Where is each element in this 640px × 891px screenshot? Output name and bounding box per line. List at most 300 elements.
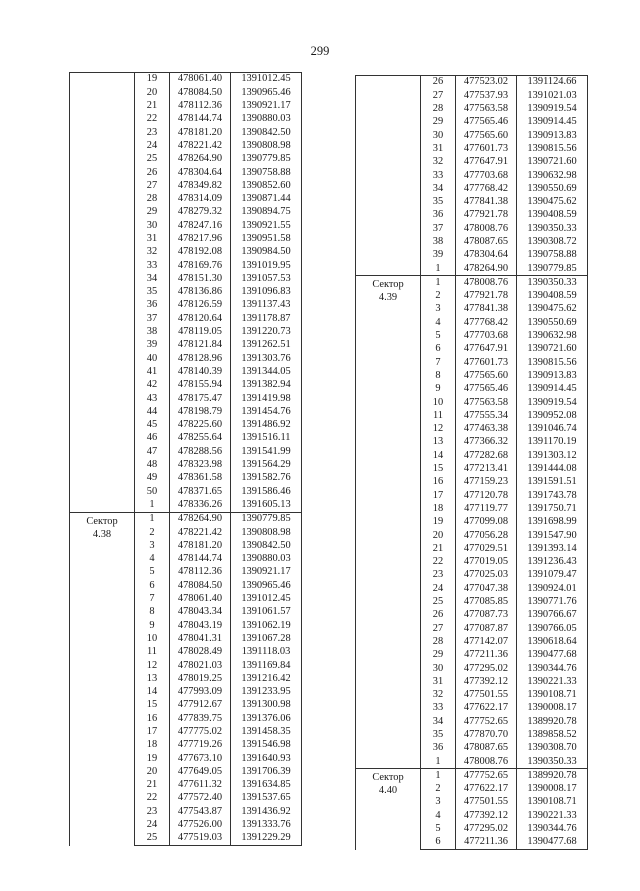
x-coordinate: 477565.46 xyxy=(456,383,517,396)
y-coordinate: 1390350.33 xyxy=(517,755,588,769)
point-number: 28 xyxy=(135,193,170,206)
y-coordinate: 1390880.03 xyxy=(231,113,302,126)
y-coordinate: 1391096.83 xyxy=(231,286,302,299)
point-number: 23 xyxy=(421,569,456,582)
x-coordinate: 478043.19 xyxy=(170,619,231,632)
y-coordinate: 1391458.35 xyxy=(231,726,302,739)
point-number: 36 xyxy=(421,742,456,755)
point-number: 8 xyxy=(421,370,456,383)
point-number: 34 xyxy=(421,182,456,195)
point-number: 35 xyxy=(421,729,456,742)
y-coordinate: 1390408.59 xyxy=(517,209,588,222)
point-number: 20 xyxy=(135,765,170,778)
x-coordinate: 478144.74 xyxy=(170,113,231,126)
y-coordinate: 1391750.71 xyxy=(517,503,588,516)
y-coordinate: 1390914.45 xyxy=(517,383,588,396)
y-coordinate: 1391019.95 xyxy=(231,259,302,272)
y-coordinate: 1391061.57 xyxy=(231,606,302,619)
x-coordinate: 477622.17 xyxy=(456,783,517,796)
y-coordinate: 1391454.76 xyxy=(231,405,302,418)
x-coordinate: 478349.82 xyxy=(170,179,231,192)
point-number: 34 xyxy=(421,715,456,728)
x-coordinate: 477019.05 xyxy=(456,556,517,569)
y-coordinate: 1390632.98 xyxy=(517,330,588,343)
y-coordinate: 1391303.76 xyxy=(231,352,302,365)
y-coordinate: 1391605.13 xyxy=(231,499,302,513)
x-coordinate: 478323.98 xyxy=(170,459,231,472)
point-number: 22 xyxy=(421,556,456,569)
point-number: 9 xyxy=(421,383,456,396)
x-coordinate: 477839.75 xyxy=(170,712,231,725)
point-number: 13 xyxy=(421,436,456,449)
y-coordinate: 1391586.46 xyxy=(231,485,302,498)
y-coordinate: 1390475.62 xyxy=(517,196,588,209)
y-coordinate: 1391698.99 xyxy=(517,516,588,529)
point-number: 33 xyxy=(421,169,456,182)
y-coordinate: 1390880.03 xyxy=(231,553,302,566)
sector-number: 4.38 xyxy=(92,528,112,540)
x-coordinate: 477142.07 xyxy=(456,635,517,648)
x-coordinate: 478169.76 xyxy=(170,259,231,272)
y-coordinate: 1391344.05 xyxy=(231,366,302,379)
y-coordinate: 1391021.03 xyxy=(517,89,588,102)
y-coordinate: 1390308.72 xyxy=(517,236,588,249)
y-coordinate: 1390771.76 xyxy=(517,596,588,609)
x-coordinate: 477563.58 xyxy=(456,103,517,116)
point-number: 22 xyxy=(135,113,170,126)
y-coordinate: 1391124.66 xyxy=(517,76,588,90)
point-number: 30 xyxy=(135,219,170,232)
point-number: 27 xyxy=(135,179,170,192)
x-coordinate: 477647.91 xyxy=(456,156,517,169)
x-coordinate: 478288.56 xyxy=(170,445,231,458)
x-coordinate: 478264.90 xyxy=(170,512,231,526)
point-number: 18 xyxy=(421,503,456,516)
point-number: 18 xyxy=(135,739,170,752)
point-number: 37 xyxy=(135,312,170,325)
x-coordinate: 478221.42 xyxy=(170,526,231,539)
x-coordinate: 477752.65 xyxy=(456,769,517,783)
y-coordinate: 1390924.01 xyxy=(517,582,588,595)
y-coordinate: 1391118.03 xyxy=(231,646,302,659)
sector-cell xyxy=(356,76,421,276)
y-coordinate: 1391216.42 xyxy=(231,672,302,685)
x-coordinate: 478119.05 xyxy=(170,326,231,339)
point-number: 1 xyxy=(421,262,456,276)
point-number: 31 xyxy=(135,233,170,246)
point-number: 6 xyxy=(421,836,456,850)
x-coordinate: 478084.50 xyxy=(170,86,231,99)
sector-number: 4.39 xyxy=(378,292,398,304)
x-coordinate: 477213.41 xyxy=(456,463,517,476)
y-coordinate: 1391634.85 xyxy=(231,779,302,792)
point-number: 42 xyxy=(135,379,170,392)
x-coordinate: 477703.68 xyxy=(456,169,517,182)
x-coordinate: 478279.32 xyxy=(170,206,231,219)
coordinates-table-left xyxy=(69,72,302,846)
y-coordinate: 1391537.65 xyxy=(231,792,302,805)
point-number: 39 xyxy=(421,249,456,262)
point-number: 27 xyxy=(421,89,456,102)
y-coordinate: 1390921.17 xyxy=(231,566,302,579)
y-coordinate: 1391582.76 xyxy=(231,472,302,485)
point-number: 46 xyxy=(135,432,170,445)
x-coordinate: 477099.08 xyxy=(456,516,517,529)
x-coordinate: 477921.78 xyxy=(456,290,517,303)
y-coordinate: 1390919.54 xyxy=(517,103,588,116)
y-coordinate: 1391169.84 xyxy=(231,659,302,672)
y-coordinate: 1391303.12 xyxy=(517,449,588,462)
point-number: 15 xyxy=(135,699,170,712)
x-coordinate: 477649.05 xyxy=(170,765,231,778)
x-coordinate: 477673.10 xyxy=(170,752,231,765)
y-coordinate: 1390344.76 xyxy=(517,823,588,836)
x-coordinate: 478043.34 xyxy=(170,606,231,619)
x-coordinate: 477211.36 xyxy=(456,649,517,662)
y-coordinate: 1391012.45 xyxy=(231,73,302,87)
point-number: 2 xyxy=(421,783,456,796)
y-coordinate: 1391564.29 xyxy=(231,459,302,472)
point-number: 32 xyxy=(421,689,456,702)
y-coordinate: 1390914.45 xyxy=(517,116,588,129)
x-coordinate: 478336.26 xyxy=(170,499,231,513)
y-coordinate: 1390815.56 xyxy=(517,142,588,155)
coordinate-row xyxy=(356,276,588,290)
x-coordinate: 477543.87 xyxy=(170,805,231,818)
y-coordinate: 1390550.69 xyxy=(517,316,588,329)
y-coordinate: 1390808.98 xyxy=(231,139,302,152)
point-number: 5 xyxy=(421,823,456,836)
x-coordinate: 477085.85 xyxy=(456,596,517,609)
point-number: 1 xyxy=(135,512,170,526)
y-coordinate: 1390350.33 xyxy=(517,276,588,290)
x-coordinate: 477993.09 xyxy=(170,686,231,699)
point-number: 11 xyxy=(135,646,170,659)
y-coordinate: 1391178.87 xyxy=(231,312,302,325)
point-number: 23 xyxy=(135,126,170,139)
point-number: 19 xyxy=(135,73,170,87)
y-coordinate: 1390921.17 xyxy=(231,100,302,113)
x-coordinate: 478144.74 xyxy=(170,553,231,566)
x-coordinate: 477119.77 xyxy=(456,503,517,516)
point-number: 29 xyxy=(421,116,456,129)
x-coordinate: 477282.68 xyxy=(456,449,517,462)
x-coordinate: 478140.39 xyxy=(170,366,231,379)
coordinate-row xyxy=(70,512,302,526)
x-coordinate: 478019.25 xyxy=(170,672,231,685)
point-number: 21 xyxy=(135,779,170,792)
x-coordinate: 478314.09 xyxy=(170,193,231,206)
y-coordinate: 1391300.98 xyxy=(231,699,302,712)
y-coordinate: 1391012.45 xyxy=(231,593,302,606)
x-coordinate: 477519.03 xyxy=(170,832,231,846)
y-coordinate: 1390913.83 xyxy=(517,370,588,383)
point-number: 30 xyxy=(421,662,456,675)
y-coordinate: 1391444.08 xyxy=(517,463,588,476)
x-coordinate: 478217.96 xyxy=(170,233,231,246)
x-coordinate: 478151.30 xyxy=(170,272,231,285)
x-coordinate: 478084.50 xyxy=(170,579,231,592)
x-coordinate: 477087.87 xyxy=(456,622,517,635)
sector-cell xyxy=(70,73,135,513)
point-number: 21 xyxy=(421,542,456,555)
point-number: 50 xyxy=(135,485,170,498)
y-coordinate: 1390779.85 xyxy=(231,153,302,166)
y-coordinate: 1390894.75 xyxy=(231,206,302,219)
y-coordinate: 1390632.98 xyxy=(517,169,588,182)
x-coordinate: 477921.78 xyxy=(456,209,517,222)
point-number: 20 xyxy=(135,86,170,99)
point-number: 1 xyxy=(421,276,456,290)
point-number: 29 xyxy=(135,206,170,219)
y-coordinate: 1390550.69 xyxy=(517,182,588,195)
x-coordinate: 477752.65 xyxy=(456,715,517,728)
y-coordinate: 1391547.90 xyxy=(517,529,588,542)
point-number: 48 xyxy=(135,459,170,472)
y-coordinate: 1391419.98 xyxy=(231,392,302,405)
point-number: 17 xyxy=(421,489,456,502)
x-coordinate: 477565.60 xyxy=(456,129,517,142)
point-number: 39 xyxy=(135,339,170,352)
x-coordinate: 477392.12 xyxy=(456,809,517,822)
y-coordinate: 1391541.99 xyxy=(231,445,302,458)
point-number: 13 xyxy=(135,672,170,685)
point-number: 25 xyxy=(421,596,456,609)
y-coordinate: 1390618.64 xyxy=(517,635,588,648)
x-coordinate: 477841.38 xyxy=(456,303,517,316)
x-coordinate: 477565.46 xyxy=(456,116,517,129)
x-coordinate: 477719.26 xyxy=(170,739,231,752)
x-coordinate: 478120.64 xyxy=(170,312,231,325)
point-number: 25 xyxy=(135,832,170,846)
point-number: 16 xyxy=(135,712,170,725)
point-number: 26 xyxy=(135,166,170,179)
x-coordinate: 477366.32 xyxy=(456,436,517,449)
x-coordinate: 477526.00 xyxy=(170,819,231,832)
x-coordinate: 478264.90 xyxy=(456,262,517,276)
y-coordinate: 1390984.50 xyxy=(231,246,302,259)
y-coordinate: 1390965.46 xyxy=(231,86,302,99)
y-coordinate: 1389920.78 xyxy=(517,769,588,783)
x-coordinate: 478136.86 xyxy=(170,286,231,299)
y-coordinate: 1390779.85 xyxy=(231,512,302,526)
y-coordinate: 1390477.68 xyxy=(517,836,588,850)
point-number: 41 xyxy=(135,366,170,379)
point-number: 40 xyxy=(135,352,170,365)
point-number: 31 xyxy=(421,142,456,155)
x-coordinate: 477537.93 xyxy=(456,89,517,102)
x-coordinate: 478175.47 xyxy=(170,392,231,405)
x-coordinate: 477601.73 xyxy=(456,356,517,369)
y-coordinate: 1390477.68 xyxy=(517,649,588,662)
page-number: 299 xyxy=(310,44,330,58)
y-coordinate: 1390766.05 xyxy=(517,622,588,635)
x-coordinate: 478112.36 xyxy=(170,566,231,579)
y-coordinate: 1390758.88 xyxy=(231,166,302,179)
point-number: 1 xyxy=(135,499,170,513)
x-coordinate: 477463.38 xyxy=(456,423,517,436)
y-coordinate: 1390921.55 xyxy=(231,219,302,232)
x-coordinate: 478371.65 xyxy=(170,485,231,498)
y-coordinate: 1390952.08 xyxy=(517,409,588,422)
point-number: 20 xyxy=(421,529,456,542)
x-coordinate: 477611.32 xyxy=(170,779,231,792)
y-coordinate: 1391062.19 xyxy=(231,619,302,632)
y-coordinate: 1391486.92 xyxy=(231,419,302,432)
point-number: 5 xyxy=(135,566,170,579)
y-coordinate: 1390913.83 xyxy=(517,129,588,142)
point-number: 1 xyxy=(421,755,456,769)
sector-label: Сектор xyxy=(86,515,118,527)
point-number: 29 xyxy=(421,649,456,662)
point-number: 36 xyxy=(135,299,170,312)
point-number: 37 xyxy=(421,222,456,235)
y-coordinate: 1391706.39 xyxy=(231,765,302,778)
coordinate-row xyxy=(70,73,302,87)
point-number: 32 xyxy=(135,246,170,259)
x-coordinate: 478181.20 xyxy=(170,126,231,139)
x-coordinate: 478181.20 xyxy=(170,539,231,552)
sector-label: Сектор xyxy=(372,279,404,291)
point-number: 2 xyxy=(421,290,456,303)
y-coordinate: 1390344.76 xyxy=(517,662,588,675)
point-number: 47 xyxy=(135,445,170,458)
point-number: 1 xyxy=(421,769,456,783)
point-number: 30 xyxy=(421,129,456,142)
point-number: 33 xyxy=(135,259,170,272)
y-coordinate: 1390815.56 xyxy=(517,356,588,369)
y-coordinate: 1391220.73 xyxy=(231,326,302,339)
point-number: 38 xyxy=(421,236,456,249)
point-number: 26 xyxy=(421,76,456,90)
x-coordinate: 478304.64 xyxy=(456,249,517,262)
x-coordinate: 478225.60 xyxy=(170,419,231,432)
point-number: 27 xyxy=(421,622,456,635)
point-number: 9 xyxy=(135,619,170,632)
x-coordinate: 478028.49 xyxy=(170,646,231,659)
point-number: 5 xyxy=(421,330,456,343)
y-coordinate: 1390221.33 xyxy=(517,675,588,688)
y-coordinate: 1390008.17 xyxy=(517,783,588,796)
x-coordinate: 477523.02 xyxy=(456,76,517,90)
x-coordinate: 477029.51 xyxy=(456,542,517,555)
sector-cell xyxy=(356,276,421,769)
coordinate-row xyxy=(356,769,588,783)
point-number: 19 xyxy=(421,516,456,529)
point-number: 26 xyxy=(421,609,456,622)
x-coordinate: 477622.17 xyxy=(456,702,517,715)
point-number: 44 xyxy=(135,405,170,418)
y-coordinate: 1389858.52 xyxy=(517,729,588,742)
x-coordinate: 478112.36 xyxy=(170,100,231,113)
x-coordinate: 478008.76 xyxy=(456,222,517,235)
y-coordinate: 1391262.51 xyxy=(231,339,302,352)
x-coordinate: 477647.91 xyxy=(456,343,517,356)
x-coordinate: 478247.16 xyxy=(170,219,231,232)
x-coordinate: 478061.40 xyxy=(170,593,231,606)
y-coordinate: 1391516.11 xyxy=(231,432,302,445)
point-number: 28 xyxy=(421,103,456,116)
y-coordinate: 1391170.19 xyxy=(517,436,588,449)
x-coordinate: 477501.55 xyxy=(456,689,517,702)
sector-number: 4.40 xyxy=(378,785,398,797)
point-number: 43 xyxy=(135,392,170,405)
point-number: 15 xyxy=(421,463,456,476)
point-number: 24 xyxy=(135,139,170,152)
y-coordinate: 1390475.62 xyxy=(517,303,588,316)
x-coordinate: 477501.55 xyxy=(456,796,517,809)
x-coordinate: 477087.73 xyxy=(456,609,517,622)
y-coordinate: 1391067.28 xyxy=(231,632,302,645)
point-number: 34 xyxy=(135,272,170,285)
point-number: 3 xyxy=(421,303,456,316)
y-coordinate: 1390871.44 xyxy=(231,193,302,206)
point-number: 12 xyxy=(135,659,170,672)
point-number: 6 xyxy=(421,343,456,356)
y-coordinate: 1390808.98 xyxy=(231,526,302,539)
x-coordinate: 477565.60 xyxy=(456,370,517,383)
point-number: 49 xyxy=(135,472,170,485)
y-coordinate: 1390108.71 xyxy=(517,689,588,702)
x-coordinate: 477870.70 xyxy=(456,729,517,742)
x-coordinate: 477563.58 xyxy=(456,396,517,409)
y-coordinate: 1390221.33 xyxy=(517,809,588,822)
point-number: 24 xyxy=(135,819,170,832)
y-coordinate: 1390108.71 xyxy=(517,796,588,809)
x-coordinate: 478041.31 xyxy=(170,632,231,645)
x-coordinate: 478126.59 xyxy=(170,299,231,312)
point-number: 4 xyxy=(135,553,170,566)
x-coordinate: 478128.96 xyxy=(170,352,231,365)
point-number: 10 xyxy=(135,632,170,645)
point-number: 4 xyxy=(421,316,456,329)
point-number: 35 xyxy=(421,196,456,209)
point-number: 3 xyxy=(421,796,456,809)
y-coordinate: 1390308.70 xyxy=(517,742,588,755)
x-coordinate: 477555.34 xyxy=(456,409,517,422)
y-coordinate: 1390721.60 xyxy=(517,156,588,169)
y-coordinate: 1391236.43 xyxy=(517,556,588,569)
y-coordinate: 1391137.43 xyxy=(231,299,302,312)
x-coordinate: 477841.38 xyxy=(456,196,517,209)
point-number: 32 xyxy=(421,156,456,169)
y-coordinate: 1390350.33 xyxy=(517,222,588,235)
y-coordinate: 1391046.74 xyxy=(517,423,588,436)
y-coordinate: 1391436.92 xyxy=(231,805,302,818)
coordinates-table-right xyxy=(355,75,588,850)
point-number: 7 xyxy=(135,593,170,606)
point-number: 8 xyxy=(135,606,170,619)
x-coordinate: 477295.02 xyxy=(456,662,517,675)
x-coordinate: 477703.68 xyxy=(456,330,517,343)
x-coordinate: 478361.58 xyxy=(170,472,231,485)
point-number: 7 xyxy=(421,356,456,369)
x-coordinate: 478061.40 xyxy=(170,73,231,87)
y-coordinate: 1390766.67 xyxy=(517,609,588,622)
x-coordinate: 477159.23 xyxy=(456,476,517,489)
sector-label: Сектор xyxy=(372,772,404,784)
point-number: 25 xyxy=(135,153,170,166)
y-coordinate: 1391546.98 xyxy=(231,739,302,752)
x-coordinate: 478008.76 xyxy=(456,276,517,290)
x-coordinate: 478087.65 xyxy=(456,742,517,755)
point-number: 12 xyxy=(421,423,456,436)
y-coordinate: 1391591.51 xyxy=(517,476,588,489)
point-number: 3 xyxy=(135,539,170,552)
y-coordinate: 1390951.58 xyxy=(231,233,302,246)
x-coordinate: 477775.02 xyxy=(170,726,231,739)
y-coordinate: 1391233.95 xyxy=(231,686,302,699)
